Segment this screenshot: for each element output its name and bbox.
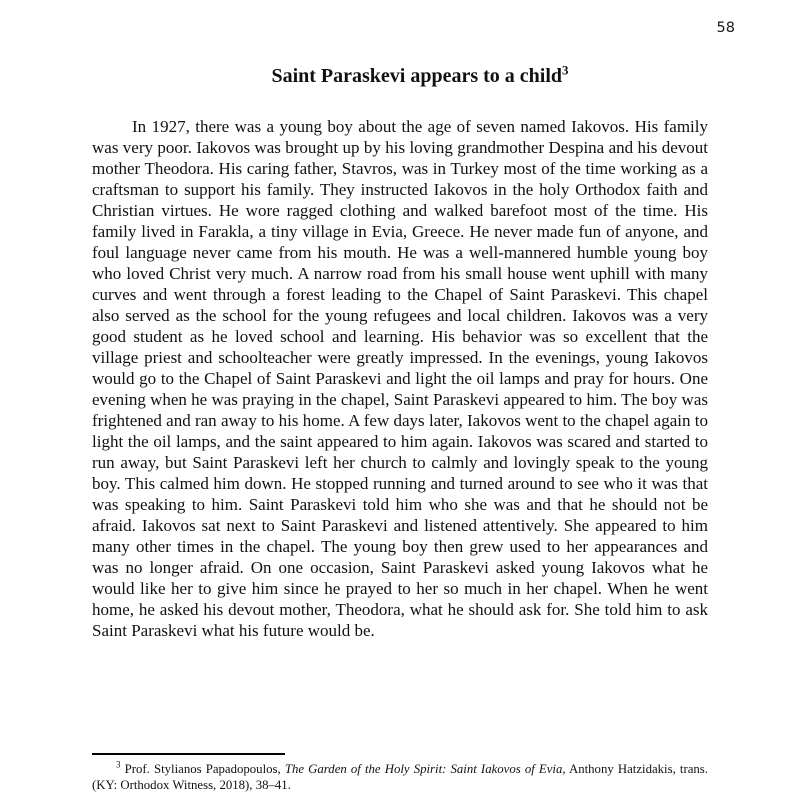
footnote: [92, 761, 708, 793]
body-text-block: [92, 116, 708, 641]
document-title: [92, 64, 708, 88]
footnote-book-title: The Garden of the Holy Spirit: Saint Iakovos of Evia: [284, 762, 563, 776]
document-title-text: Saint Paraskevi appears to a child: [271, 65, 563, 87]
footnote-area: [92, 753, 708, 793]
footnote-text-after-title: , Anthony Hatzidakis, trans. (KY: Orthodox Witness, 2018), 38–41.: [92, 762, 708, 792]
footnote-text-before-title: Prof. Stylianos Papadopoulos,: [120, 762, 285, 776]
title-footnote-marker: 3: [562, 62, 569, 78]
body-paragraph: In 1927, there was a young boy about the age of seven named Iakovos. His family was very poor. Iakovos was brought up by his loving grandmother Despina and his devout mother Theodora. His caring father, Stavros, was in Turkey most of the time working as a craftsman to support his family. They instructed Iakovos in the holy Orthodox faith and Christian virtues. He wore ragged clothing and walked barefoot most of the time. His family lived in Farakla, a tiny village in Evia, Greece. He never made fun of anyone, and foul language never came from his mouth. He was a well-mannered humble young boy who loved Christ very much. A narrow road from his small house went uphill with many curves and went through a forest leading to the Chapel of Saint Paraskevi. This chapel also served as the school for the young refugees and local children. Iakovos was a very good student as he loved school and learning. His behavior was so excellent that the village priest and schoolteacher were greatly impressed. In the evenings, young Iakovos would go to the Chapel of Saint Paraskevi and light the oil lamps and pray for hours. One evening when he was praying in the chapel, Saint Paraskevi appeared to him. The boy was frightened and ran away to his home. A few days later, Iakovos went to the chapel again to light the oil lamps, and the saint appeared to him again. Iakovos was scared and started to run away, but Saint Paraskevi left her church to calmly and lovingly speak to the young boy. This calmed him down. He stopped running and turned around to see who it was that was speaking to him. Saint Paraskevi told him who she was and that he should not be afraid. Iakovos sat next to Saint Paraskevi and listened attentively. She appeared to him many other times in the chapel. The young boy then grew used to her appearances and was no longer afraid. On one occasion, Saint Paraskevi asked young Iakovos what he would like her to give him since he prayed to her so much in her chapel. When he went home, he asked his devout mother, Theodora, what he should ask for. She told him to ask Saint Paraskevi what his future would be.: [92, 117, 708, 640]
footnote-separator-rule: [92, 753, 285, 755]
page-number: 58: [716, 20, 735, 36]
footnote-marker: 3: [116, 759, 121, 770]
